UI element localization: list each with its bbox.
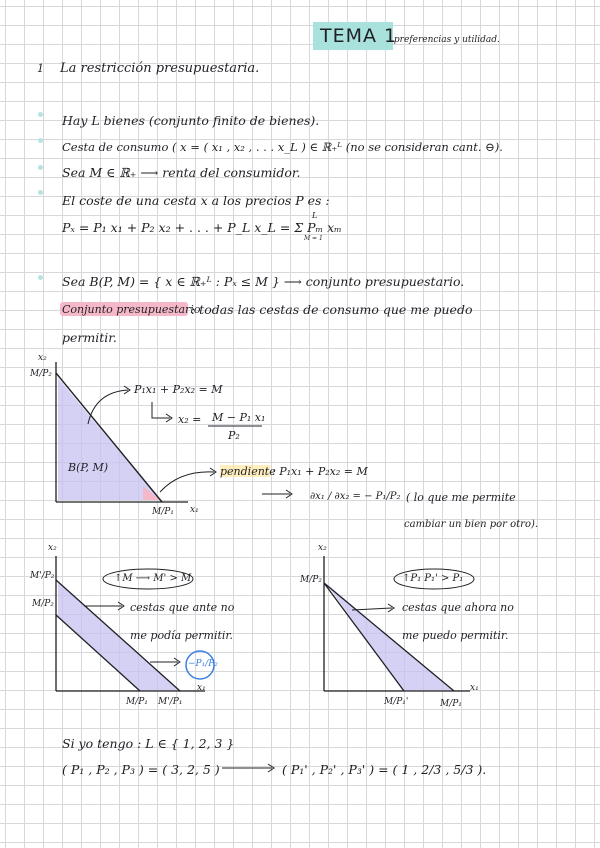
main-x-axis-label: x₁ [190,505,199,515]
equation-solved-lhs: x₂ = [178,413,202,426]
example-line-1: Si yo tengo : L ∈ { 1, 2, 3 } [62,736,235,751]
slope-equation: : P₁x₁ + P₂x₂ = M [272,465,368,478]
page-title: TEMA 1 [320,25,398,47]
right-x-intercept-old: M/P₁ [440,699,462,709]
arrow-to-slope [160,472,214,492]
left-x-axis-label: x₁ [197,683,206,693]
right-x-intercept-new: M/P₁' [384,697,409,707]
budget-set-explanation-cont: permitir. [62,330,117,345]
right-x-axis-label: x₁ [470,683,479,693]
left-note-2: me podía permitir. [130,629,233,642]
slope-word: pendiente [220,465,276,478]
left-note-1: cestas que ante no [130,601,235,614]
right-note-1: cestas que ahora no [402,601,514,614]
equation-solved-num: M − P₁ x₁ [212,411,266,424]
example-prices-original: ( P₁ , P₂ , P₃ ) = ( 3, 2, 5 ) [62,762,220,777]
main-x-intercept: M/P₁ [152,507,174,517]
bullet-income: Sea M ∈ ℝ₊ ⟶ renta del consumidor. [62,165,301,180]
left-slope-label: −P₁/P₂ [188,659,218,669]
right-condition: ↑P₁ P₁' > P₁ [402,573,464,584]
slope-note-2: cambiar un bien por otro). [404,519,539,530]
section-title: La restricción presupuestaria. [60,61,260,76]
left-y-axis-label: x₂ [48,543,57,553]
budget-set-definition: Sea B(P, M) = { x ∈ ℝ₊ᴸ : Pₓ ≤ M } ⟶ conjunto presupuestario. [62,274,465,289]
slope-note-1: ( lo que me permite [406,491,516,504]
sum-lower: M = 1 [304,235,323,242]
section-number: 1 [37,62,44,75]
arrow-solved [152,402,170,418]
page-subtitle: : preferencias y utilidad. [388,35,500,45]
bullet-basket: Cesta de consumo ( x = ( x₁ , x₂ , . . . x_L ) ∈ ℝ₊ᴸ (no se consideran cant. ⊖). [62,140,503,154]
right-y-intercept: M/P₂ [300,575,322,585]
budget-region-label: B(P, M) [68,461,109,474]
cost-formula: Pₓ = P₁ x₁ + P₂ x₂ + . . . + P_L x_L = Σ Pₘ xₘ [62,220,342,235]
note-arrow [352,608,392,610]
left-y-intercept-new: M'/P₂ [30,571,55,581]
example-prices-normalized: ( P₁' , P₂' , P₃' ) = ( 1 , 2/3 , 5/3 ). [282,762,487,777]
right-note-2: me puedo permitir. [402,629,509,642]
main-y-axis-label: x₂ [38,353,47,363]
budget-line-new [324,583,404,691]
sum-upper: L [312,211,318,220]
budget-set-term: Conjunto presupuestario [62,303,201,316]
main-y-intercept: M/P₂ [30,369,52,379]
budget-set-explanation: : todas las cestas de consumo que me puedo [191,302,473,317]
slope-derivative: ∂x₁ / ∂x₂ = − P₁/P₂ [310,491,401,502]
left-y-intercept-old: M/P₂ [32,599,54,609]
equation-line: P₁x₁ + P₂x₂ = M [134,383,223,396]
right-y-axis-label: x₂ [318,543,327,553]
bullet-cost: El coste de una cesta x a los precios P es : [62,193,330,208]
left-condition: ↑M ⟶ M' > M [114,573,192,584]
left-x-intercept-old: M/P₁ [126,697,148,707]
left-x-intercept-new: M'/P₁ [158,697,183,707]
bullet-goods: Hay L bienes (conjunto finito de bienes). [62,113,320,128]
equation-solved-den: P₂ [228,429,240,442]
